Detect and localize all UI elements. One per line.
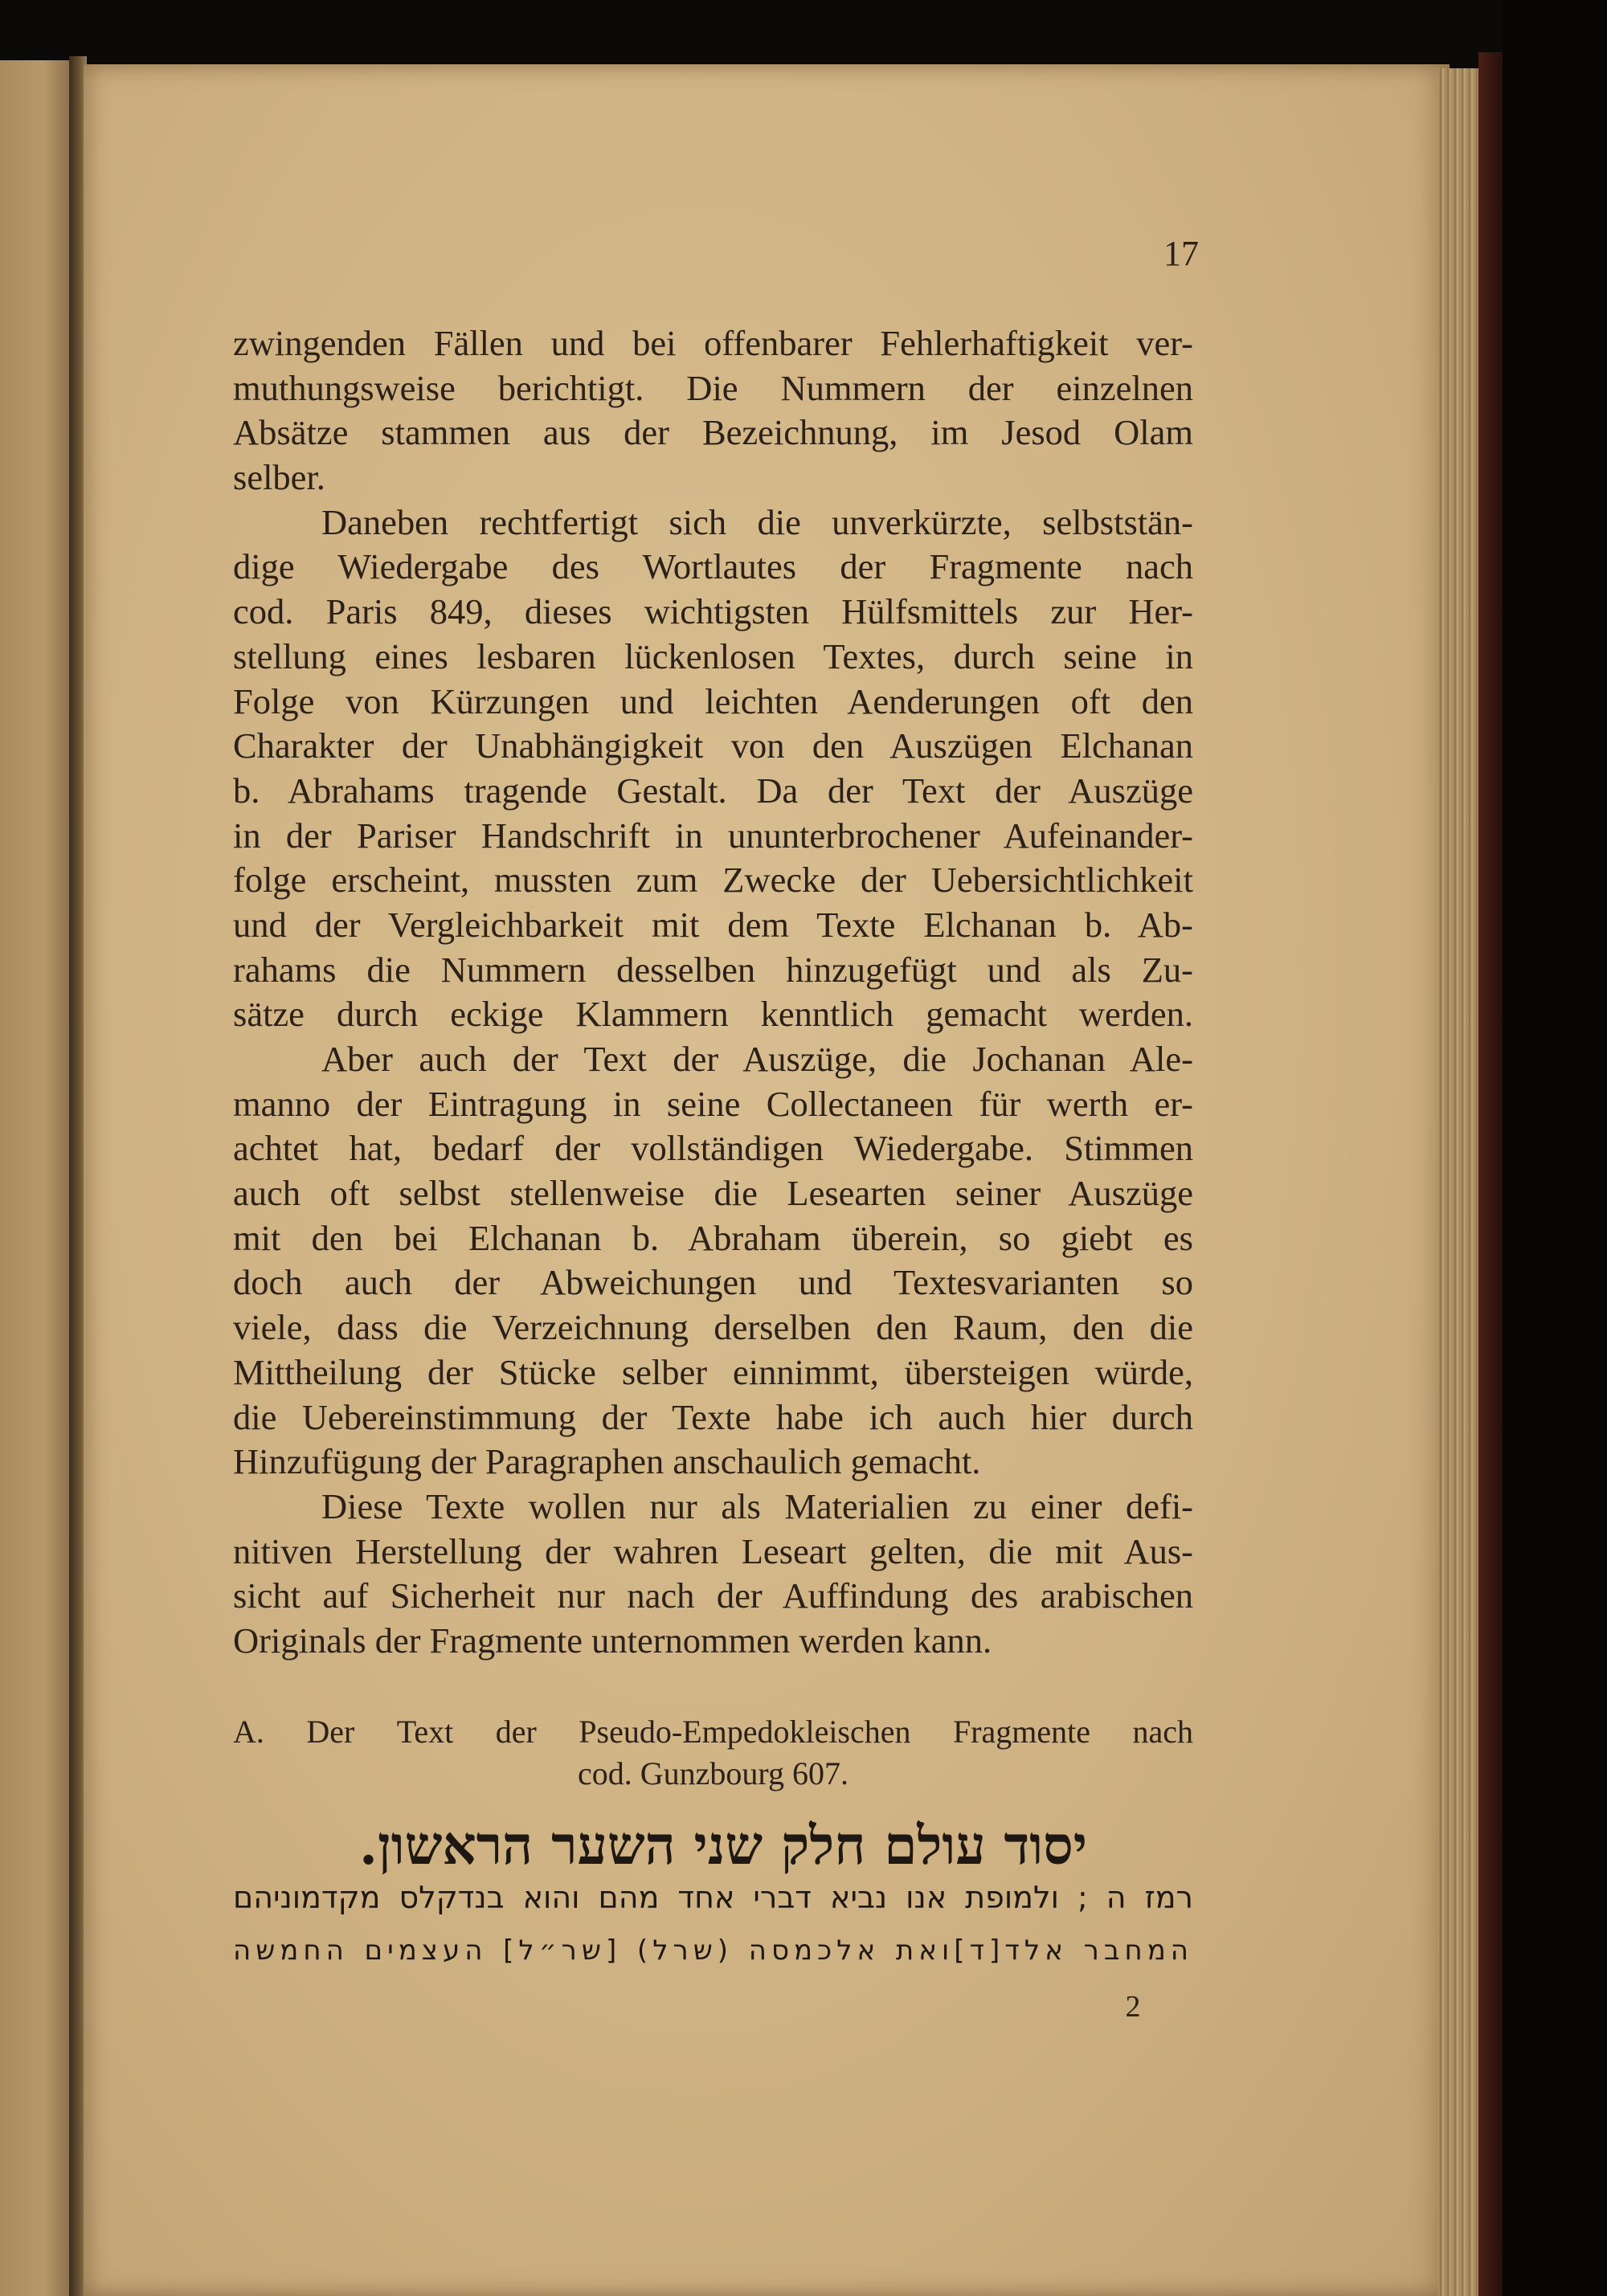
- paragraph: [233, 321, 1193, 500]
- heading-word: Pseudo-Empedokleischen: [579, 1714, 911, 1750]
- signature-mark: 2: [1125, 1990, 1141, 2024]
- section-heading-line-2: cod. Gunzbourg 607.: [578, 1755, 848, 1791]
- text-line: Hinzufügung der Paragraphen anschaulich gemacht.: [233, 1441, 981, 1482]
- text-line: stellung eines lesbaren lückenlosen Textes, durch seine in: [233, 635, 1193, 676]
- heading-word: Text: [396, 1714, 454, 1750]
- text-line: auch oft selbst stellenweise die Lesearten seiner Auszüge: [233, 1173, 1193, 1214]
- paragraph: [233, 1485, 1193, 1664]
- hebrew-text-line: המחבר אלד[ד]ואת אלכמסה (שרל) [שר״ל] העצמים החמשה: [233, 1934, 1193, 1967]
- text-line: zwingenden Fällen und bei offenbarer Fehlerhaftigkeit ver-: [233, 323, 1193, 363]
- text-line: in der Pariser Handschrift in ununterbrochener Aufeinander-: [233, 815, 1193, 856]
- section-heading-line: [233, 1711, 1193, 1753]
- text-line: und der Vergleichbarkeit mit dem Texte Elchanan b. Ab-: [233, 904, 1193, 945]
- text-line: viele, dass die Verzeichnung derselben den Raum, den die: [233, 1307, 1193, 1348]
- body-text: [233, 321, 1193, 1664]
- text-line: doch auch der Abweichungen und Textesvarianten so: [233, 1262, 1193, 1303]
- text-line: dige Wiedergabe des Wortlautes der Fragmente nach: [233, 546, 1193, 587]
- text-line: Charakter der Unabhängigkeit von den Auszügen Elchanan: [233, 725, 1193, 766]
- text-line: selber.: [233, 457, 325, 498]
- hebrew-title: יסוד עולם חלק שני השער הראשון.: [358, 1814, 1088, 1877]
- hebrew-text-line: רמז ה ; ולמופת אנו נביא דברי אחד מהם והוא בנדקלס מקדמוניהם: [233, 1880, 1193, 1915]
- section-heading: [233, 1711, 1193, 1795]
- heading-word: der: [495, 1714, 537, 1750]
- heading-word: Fragmente: [952, 1714, 1091, 1750]
- text-line: Absätze stammen aus der Bezeichnung, im Jesod Olam: [233, 412, 1193, 453]
- text-line: Folge von Kürzungen und leichten Aenderungen oft den: [233, 680, 1193, 721]
- text-line: achtet hat, bedarf der vollständigen Wiedergabe. Stimmen: [233, 1128, 1193, 1169]
- previous-page-edge: [0, 60, 79, 2296]
- text-line: Originals der Fragmente unternommen werden kann.: [233, 1620, 992, 1661]
- text-line: folge erscheint, mussten zum Zwecke der Uebersichtlichkeit: [233, 860, 1193, 901]
- text-line: cod. Paris 849, dieses wichtigsten Hülfsmittels zur Her-: [233, 591, 1193, 632]
- paragraph: [233, 500, 1193, 1037]
- text-line: Aber auch der Text der Auszüge, die Jochanan Ale-: [321, 1039, 1193, 1079]
- text-line: Daneben rechtfertigt sich die unverkürzte, selbststän-: [321, 501, 1193, 542]
- heading-word: Der: [306, 1714, 355, 1750]
- text-line: Mittheilung der Stücke selber einnimmt, übersteigen würde,: [233, 1351, 1193, 1392]
- text-line: nitiven Herstellung der wahren Leseart gelten, die mit Aus-: [233, 1530, 1193, 1571]
- background-shadow: [1503, 0, 1607, 2296]
- text-line: b. Abrahams tragende Gestalt. Da der Text der Auszüge: [233, 770, 1193, 811]
- text-line: mit den bei Elchanan b. Abraham überein, so giebt es: [233, 1217, 1193, 1258]
- section-label: A.: [233, 1714, 264, 1750]
- heading-word: nach: [1132, 1714, 1193, 1750]
- text-line: rahams die Nummern desselben hinzugefügt und als Zu-: [233, 949, 1193, 990]
- text-line: die Uebereinstimmung der Texte habe ich auch hier durch: [233, 1396, 1193, 1437]
- text-line: muthungsweise berichtigt. Die Nummern der einzelnen: [233, 367, 1193, 408]
- text-line: sätze durch eckige Klammern kenntlich gemacht werden.: [233, 994, 1193, 1035]
- page-number: 17: [1163, 234, 1199, 273]
- paragraph: [233, 1037, 1193, 1485]
- text-line: sicht auf Sicherheit nur nach der Auffindung des arabischen: [233, 1575, 1193, 1616]
- text-line: manno der Eintragung in seine Collectaneen für werth er-: [233, 1083, 1193, 1124]
- text-line: Diese Texte wollen nur als Materialien zu einer defi-: [321, 1485, 1193, 1526]
